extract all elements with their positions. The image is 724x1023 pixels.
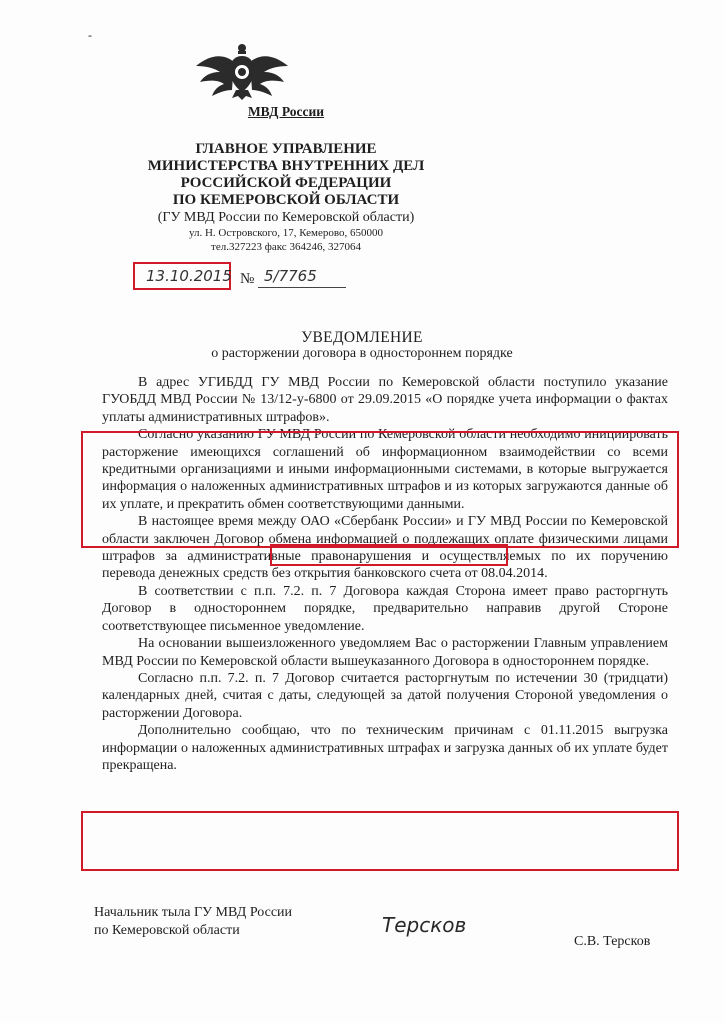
signatory-position-line-1: Начальник тыла ГУ МВД России	[94, 905, 293, 920]
number-sign: №	[240, 271, 255, 287]
paragraph-1: В адрес УГИБДД ГУ МВД России по Кемеровской области поступило указание ГУОБДД МВД России № 13/12-у-6800 от 29.09.2015 «О порядке учета информации о фактах уплаты административных штрафов».	[102, 375, 668, 425]
paragraph-5: На основании вышеизложенного уведомляем Вас о расторжении Главным управлением МВД России по Кемеровской области вышеуказанного Договора в одностороннем порядке.	[102, 636, 668, 669]
org-abbreviation: (ГУ МВД России по Кемеровской области)	[157, 210, 415, 225]
document-title: УВЕДОМЛЕНИЕ	[301, 329, 423, 346]
paragraph-2: Согласно указанию ГУ МВД России по Кемеровской области необходимо инициировать расторжение имеющихся соглашений об информационном взаимодействии со всеми кредитными организациями и иными информационными системами, в которые выгружается информация о наложенных административных штрафов и из которых загружаются данные об их уплате, и прекратить обмен соответствующими данными.	[102, 427, 668, 512]
org-line-3: РОССИЙСКОЙ ФЕДЕРАЦИИ	[180, 175, 392, 191]
org-line-4: ПО КЕМЕРОВСКОЙ ОБЛАСТИ	[172, 192, 400, 208]
paragraph-3: В настоящее время между ОАО «Сбербанк России» и ГУ МВД России по Кемеровской области заключен Договор обмена информацией о подлежащих оплате физическими лицами штрафов за административные правонарушения и осуществляемых по их поручению перевода денежных средств без открытия банковского счета от 08.04.2014.	[102, 514, 668, 582]
org-line-1: ГЛАВНОЕ УПРАВЛЕНИЕ	[195, 141, 377, 157]
paragraph-7: Дополнительно сообщаю, что по техническим причинам с 01.11.2015 выгрузка информации о наложенных административных штрафах и загрузка данных об их уплате будет прекращена.	[102, 723, 668, 773]
org-line-2: МИНИСТЕРСТВА ВНУТРЕННИХ ДЕЛ	[147, 158, 425, 174]
handwritten-signature: Терсков	[382, 913, 467, 937]
number-underline	[258, 287, 346, 288]
highlight-box-sberbank	[270, 544, 508, 566]
org-address: ул. Н. Островского, 17, Кемерово, 650000	[188, 227, 383, 239]
paragraph-6: Согласно п.п. 7.2. п. 7 Договор считается расторгнутым по истечении 30 (тридцати) календарных дней, считая с даты, следующей за датой получения Стороной уведомления о расторжении Договора.	[102, 670, 668, 721]
highlight-box-instruction	[81, 431, 679, 548]
double-headed-eagle-emblem-icon	[194, 40, 290, 100]
paragraph-4: В соответствии с п.п. 7.2. п. 7 Договора каждая Сторона имеет право расторгнуть Договор в одностороннем порядке, предварительно направив другой Стороне соответствующее письменное уведомление.	[102, 583, 668, 634]
signatory-name: С.В. Терсков	[574, 934, 651, 949]
highlight-box-termination-date	[81, 811, 679, 871]
org-phones: тел.327223 факс 364246, 327064	[211, 241, 361, 253]
signatory-position	[94, 904, 292, 940]
scan-mark: -	[88, 28, 92, 42]
signatory-position-line-2: по Кемеровской области	[94, 923, 240, 938]
outgoing-date: 13.10.2015	[146, 267, 232, 285]
outgoing-number: 5/7765	[264, 267, 317, 285]
document-subtitle: о расторжении договора в одностороннем порядке	[211, 346, 513, 361]
ministry-short-name: МВД России	[247, 104, 325, 119]
